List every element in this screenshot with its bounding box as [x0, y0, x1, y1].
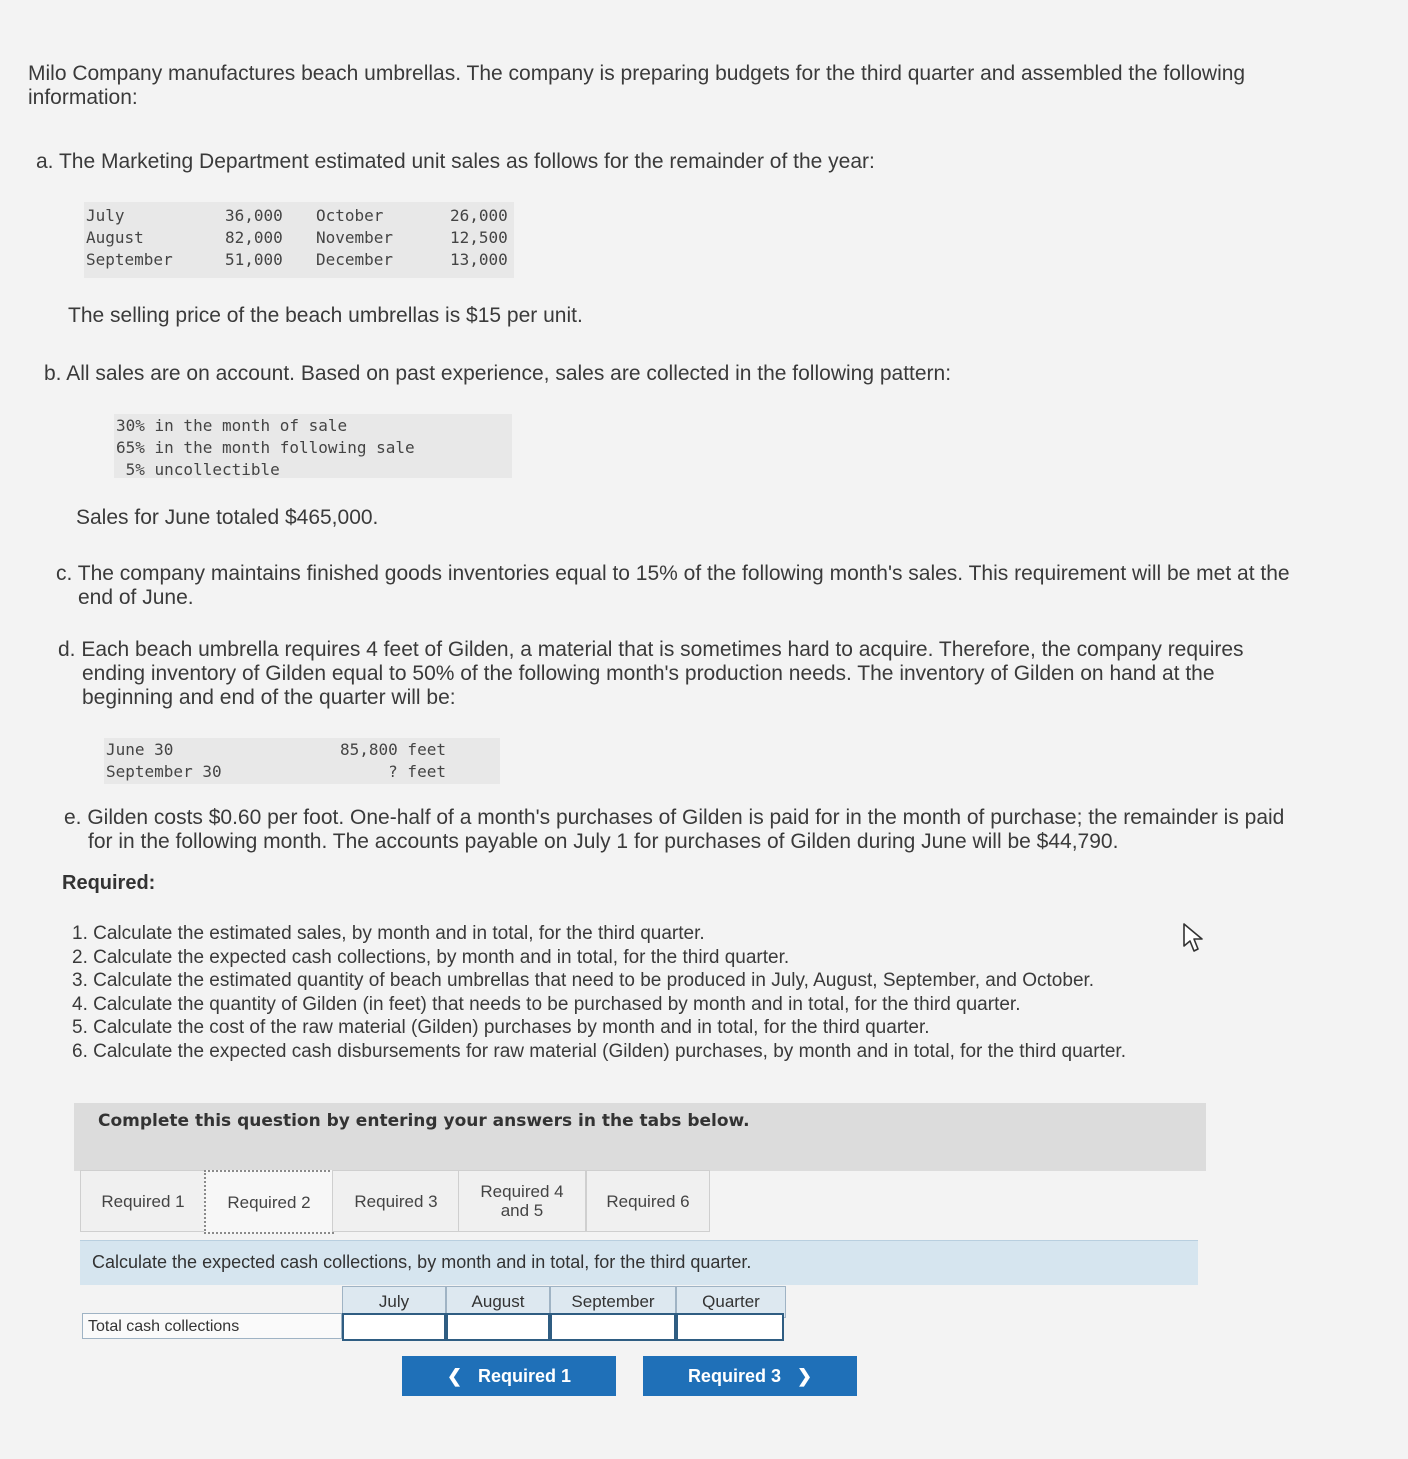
- inventory-date: September 30: [106, 762, 222, 781]
- row-label-total-cash-collections: Total cash collections: [82, 1313, 342, 1339]
- sales-month: November: [316, 228, 394, 247]
- chevron-left-icon: ❮: [446, 1365, 463, 1386]
- tab-required-6[interactable]: [586, 1170, 710, 1232]
- sales-units: 51,000: [225, 250, 283, 269]
- inventory-value: 85,800 feet: [340, 740, 446, 759]
- sales-units: 26,000: [450, 206, 508, 225]
- tab-required-2[interactable]: [204, 1170, 334, 1234]
- required-item: 2. Calculate the expected cash collections, by month and in total, for the third quarter.: [72, 946, 790, 968]
- tab-label: Required 1: [101, 1191, 185, 1211]
- next-button-label: Required 3: [687, 1365, 781, 1386]
- instruction-text: Calculate the expected cash collections, by month and in total, for the third quarter.: [92, 1252, 752, 1272]
- column-header-september: September: [550, 1286, 676, 1318]
- june-sales-text: Sales for June totaled $465,000.: [76, 506, 379, 529]
- pattern-line: 65% in the month following sale: [116, 438, 415, 457]
- sales-units: 12,500: [450, 228, 508, 247]
- column-header-august: August: [446, 1286, 550, 1318]
- tab-required-3[interactable]: [332, 1170, 460, 1232]
- sales-units: 82,000: [225, 228, 283, 247]
- required-heading: Required:: [62, 872, 156, 894]
- part-d-line-2: ending inventory of Gilden equal to 50% of the following month's production needs. The inventory of Gilden on hand at the: [82, 662, 1215, 685]
- quarter-collections-input[interactable]: [676, 1313, 784, 1341]
- part-e-text: [64, 806, 1284, 854]
- inventory-date: June 30: [106, 740, 174, 759]
- required-item: 1. Calculate the estimated sales, by month and in total, for the third quarter.: [72, 923, 705, 944]
- july-collections-input[interactable]: [342, 1313, 446, 1341]
- sales-month: September: [86, 250, 173, 269]
- prev-required-1-button[interactable]: [402, 1356, 616, 1396]
- prev-button-label: Required 1: [478, 1365, 572, 1386]
- pattern-line: 5% uncollectible: [116, 460, 280, 479]
- sales-month: August: [86, 228, 144, 247]
- required-item: 5. Calculate the cost of the raw material (Gilden) purchases by month and in total, for the third quarter.: [72, 1017, 930, 1038]
- part-c-line-1: c. The company maintains finished goods inventories equal to 15% of the following month's sales. This requirement will be met at the: [56, 562, 1290, 585]
- tab-label: Required 6: [606, 1191, 690, 1211]
- sales-units: 36,000: [225, 206, 283, 225]
- august-collections-input[interactable]: [446, 1313, 550, 1341]
- part-d-text: [58, 638, 1244, 710]
- part-a-text: a. The Marketing Department estimated unit sales as follows for the remainder of the year:: [36, 150, 875, 173]
- required-list: [72, 922, 1126, 1063]
- intro-text: [28, 62, 1388, 110]
- intro-line-1: Milo Company manufactures beach umbrellas. The company is preparing budgets for the third quarter and assembled the following: [28, 62, 1246, 85]
- part-e-line-2: for in the following month. The accounts payable on July 1 for purchases of Gilden during June will be $44,790.: [88, 830, 1119, 853]
- part-b-text: b. All sales are on account. Based on past experience, sales are collected in the following pattern:: [44, 362, 952, 385]
- september-collections-input[interactable]: [550, 1313, 676, 1341]
- sales-month: December: [316, 250, 394, 269]
- part-c-line-2: end of June.: [78, 586, 194, 609]
- inventory-value: ? feet: [340, 762, 446, 781]
- intro-line-2: information:: [28, 86, 138, 109]
- mouse-cursor-icon: [1180, 922, 1206, 954]
- tab-instruction: [80, 1240, 1198, 1285]
- part-c-text: [56, 562, 1290, 610]
- required-item: 4. Calculate the quantity of Gilden (in feet) that needs to be purchased by month and in total, for the third quarter.: [72, 993, 1021, 1015]
- tab-required-4-and-5[interactable]: [458, 1170, 586, 1232]
- banner-text: Complete this question by entering your answers in the tabs below.: [98, 1111, 750, 1131]
- tab-label: Required 2: [227, 1192, 311, 1212]
- pattern-line: 30% in the month of sale: [116, 416, 348, 435]
- column-header-july: July: [342, 1286, 446, 1318]
- tab-label: Required 4 and 5: [480, 1182, 564, 1220]
- required-item: 6. Calculate the expected cash disbursements for raw material (Gilden) purchases, by month and in total, for the third quarter.: [72, 1040, 1126, 1062]
- part-d-line-3: beginning and end of the quarter will be:: [82, 686, 456, 709]
- instructions-banner: [74, 1103, 1206, 1171]
- part-e-line-1: e. Gilden costs $0.60 per foot. One-half of a month's purchases of Gilden is paid for in the month of purchase; the remainder is paid: [64, 806, 1285, 829]
- part-d-line-1: d. Each beach umbrella requires 4 feet of Gilden, a material that is sometimes hard to acquire. Therefore, the company requires: [58, 638, 1244, 661]
- column-header-quarter: Quarter: [676, 1286, 786, 1318]
- sales-units: 13,000: [450, 250, 508, 269]
- sales-month: October: [316, 206, 384, 225]
- required-item: 3. Calculate the estimated quantity of beach umbrellas that need to be produced in July, August, September, and October.: [72, 970, 1095, 991]
- sales-month: July: [86, 206, 125, 225]
- price-text: The selling price of the beach umbrellas is $15 per unit.: [68, 304, 583, 327]
- chevron-right-icon: ❯: [796, 1365, 813, 1386]
- tab-required-1[interactable]: [80, 1170, 206, 1232]
- next-required-3-button[interactable]: [643, 1356, 857, 1396]
- tab-label: Required 3: [354, 1191, 438, 1211]
